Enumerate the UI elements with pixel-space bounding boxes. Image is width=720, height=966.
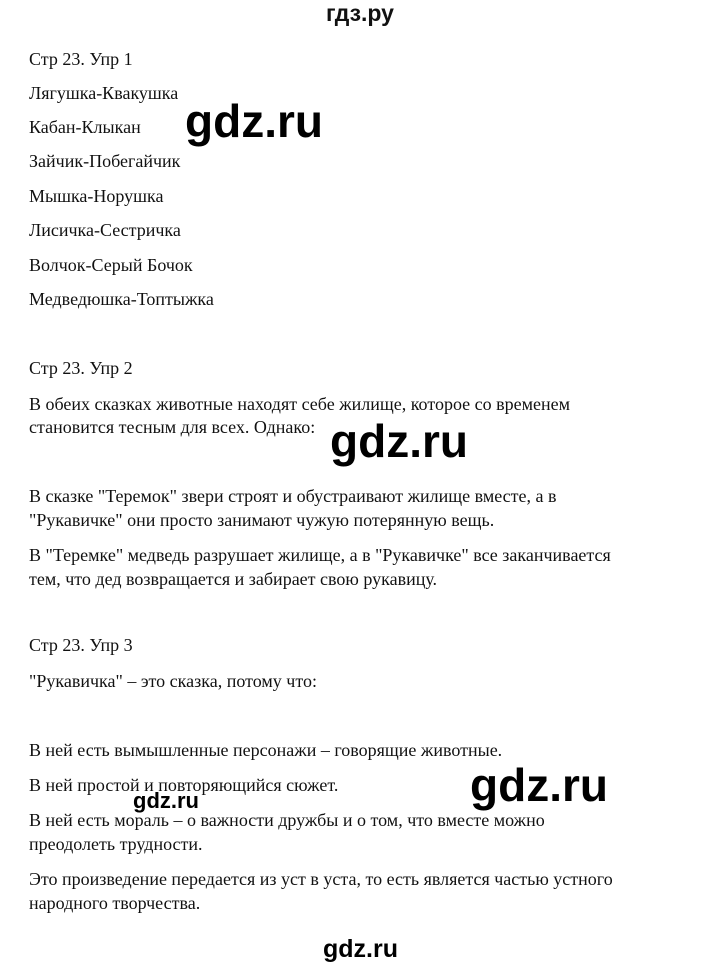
site-header-title[interactable]: гдз.ру: [326, 0, 394, 26]
exercise-3-line: народного творчества.: [29, 893, 201, 913]
exercise-3-line: В ней есть вымышленные персонажи – говорящие животные.: [29, 740, 503, 760]
exercise-3-line: Это произведение передается из уст в уста, то есть является частью устного: [29, 869, 613, 889]
exercise-1-line: Волчок-Серый Бочок: [29, 255, 193, 275]
exercise-2-line: В обеих сказках животные находят себе жилище, которое со временем: [29, 394, 571, 414]
exercise-3-line: В ней есть мораль – о важности дружбы и о том, что вместе можно: [29, 810, 545, 830]
exercise-2-line: В сказке "Теремок" звери строят и обустраивают жилище вместе, а в: [29, 486, 557, 506]
watermark: gdz.ru: [470, 759, 608, 811]
exercise-2-line: В "Теремке" медведь разрушает жилище, а в "Рукавичке" все заканчивается: [29, 545, 611, 565]
exercise-3-line: преодолеть трудности.: [29, 834, 203, 854]
exercise-1-line: Медведюшка-Топтыжка: [29, 289, 214, 309]
watermark: gdz.ru: [323, 935, 398, 963]
exercise-3-line: В ней простой и повторяющийся сюжет.: [29, 775, 339, 795]
exercise-1-line: Лягушка-Квакушка: [29, 83, 179, 103]
exercise-3-heading: Стр 23. Упр 3: [29, 635, 133, 655]
exercise-1-line: Мышка-Норушка: [29, 186, 164, 206]
exercise-2-line: становится тесным для всех. Однако:: [29, 417, 316, 437]
watermark: gdz.ru: [330, 415, 468, 467]
exercise-2-heading: Стр 23. Упр 2: [29, 358, 133, 378]
exercise-1-heading: Стр 23. Упр 1: [29, 49, 133, 69]
exercise-1-line: Кабан-Клыкан: [29, 117, 141, 137]
exercise-2-line: "Рукавичке" они просто занимают чужую потерянную вещь.: [29, 510, 495, 530]
exercise-1-line: Зайчик-Побегайчик: [29, 151, 181, 171]
exercise-3-line: "Рукавичка" – это сказка, потому что:: [29, 671, 317, 691]
watermark: gdz.ru: [185, 95, 323, 147]
watermark: gdz.ru: [133, 788, 199, 813]
exercise-1-line: Лисичка-Сестричка: [29, 220, 181, 240]
exercise-2-line: тем, что дед возвращается и забирает свою рукавицу.: [29, 569, 438, 589]
